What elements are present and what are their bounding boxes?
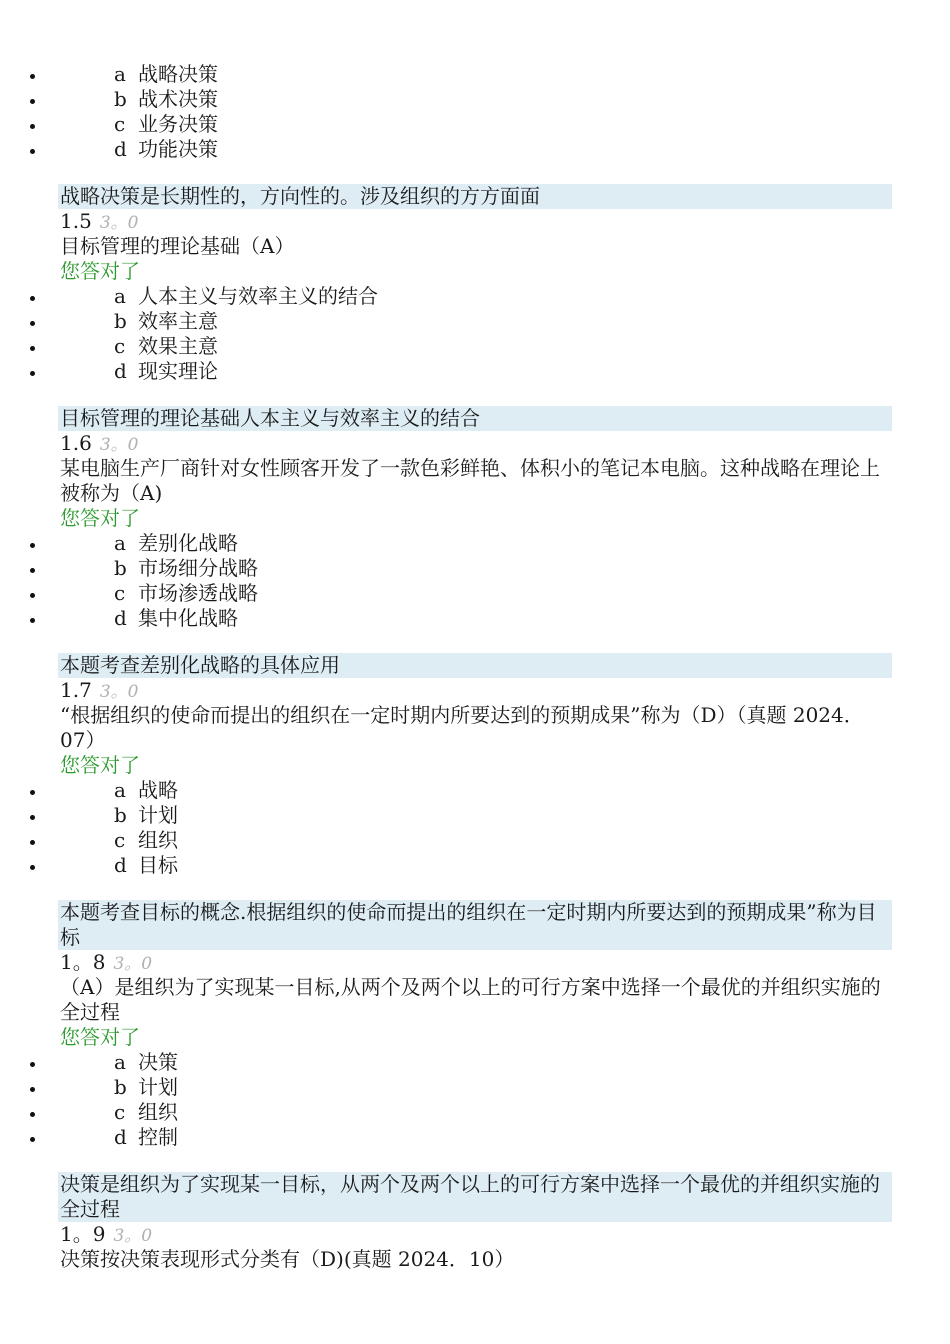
option-letter: a	[114, 778, 126, 802]
option-letter: a	[114, 1050, 126, 1074]
question-header	[60, 431, 950, 456]
option-letter: b	[114, 87, 127, 111]
question-text: “根据组织的使命而提出的组织在一定时期内所要达到的预期成果”称为（D）（真题 2024．07）	[60, 703, 864, 752]
option-text: 计划	[138, 1075, 178, 1099]
option-letter: a	[114, 531, 126, 555]
question-header	[60, 1222, 950, 1247]
option-text: 战略	[138, 778, 178, 802]
question-text: 目标管理的理论基础（A）	[60, 234, 295, 258]
option-text: 差别化战略	[138, 531, 238, 555]
question-score: 3。0	[99, 213, 139, 233]
option-list	[0, 1050, 950, 1150]
question-score: 3。0	[113, 954, 153, 974]
question-number: 1。8	[60, 950, 106, 974]
answer-explanation: 本题考查目标的概念.根据组织的使命而提出的组织在一定时期内所要达到的预期成果”称为目标	[58, 900, 892, 950]
option-letter: c	[114, 112, 126, 136]
option-letter: d	[114, 853, 127, 877]
option-letter: b	[114, 803, 127, 827]
option-item[interactable]	[0, 556, 950, 581]
question-header	[60, 950, 950, 975]
option-text: 市场细分战略	[138, 556, 258, 580]
option-letter: a	[114, 284, 126, 308]
option-letter: d	[114, 606, 127, 630]
answer-explanation: 本题考查差别化战略的具体应用	[58, 653, 892, 678]
option-letter: b	[114, 309, 127, 333]
question-text: 某电脑生产厂商针对女性顾客开发了一款色彩鲜艳、体积小的笔记本电脑。这种战略在理论上被称为（A)	[60, 456, 880, 505]
correct-feedback: 您答对了	[60, 506, 140, 530]
option-letter: d	[114, 1125, 127, 1149]
option-item[interactable]	[0, 87, 950, 112]
correct-feedback: 您答对了	[60, 259, 140, 283]
answer-explanation: 战略决策是长期性的，方向性的。涉及组织的方方面面	[58, 184, 892, 209]
option-item[interactable]	[0, 581, 950, 606]
question-number: 1.5	[60, 209, 92, 233]
option-text: 集中化战略	[138, 606, 238, 630]
question-text: （A）是组织为了实现某一目标,从两个及两个以上的可行方案中选择一个最优的并组织实施的全过程	[60, 975, 881, 1024]
option-item[interactable]	[0, 1050, 950, 1075]
question-text: 决策按决策表现形式分类有（D)(真题 2024．10）	[60, 1247, 515, 1271]
option-text: 决策	[138, 1050, 178, 1074]
option-item[interactable]	[0, 1125, 950, 1150]
option-list	[0, 284, 950, 384]
question-number: 1.7	[60, 678, 92, 702]
option-text: 战略决策	[138, 62, 218, 86]
option-letter: c	[114, 334, 126, 358]
option-item[interactable]	[0, 606, 950, 631]
option-text: 控制	[138, 1125, 178, 1149]
option-list	[0, 62, 950, 162]
question-number: 1。9	[60, 1222, 106, 1246]
option-text: 人本主义与效率主义的结合	[138, 284, 378, 308]
quiz-document	[0, 62, 950, 1272]
option-item[interactable]	[0, 309, 950, 334]
option-item[interactable]	[0, 284, 950, 309]
option-text: 业务决策	[138, 112, 218, 136]
option-letter: a	[114, 62, 126, 86]
option-item[interactable]	[0, 62, 950, 87]
option-text: 组织	[138, 1100, 178, 1124]
option-letter: d	[114, 137, 127, 161]
option-letter: b	[114, 556, 127, 580]
answer-explanation: 目标管理的理论基础人本主义与效率主义的结合	[58, 406, 892, 431]
correct-feedback: 您答对了	[60, 753, 140, 777]
option-item[interactable]	[0, 828, 950, 853]
question-number: 1.6	[60, 431, 92, 455]
option-item[interactable]	[0, 112, 950, 137]
option-letter: c	[114, 1100, 126, 1124]
option-letter: c	[114, 581, 126, 605]
question-header	[60, 209, 950, 234]
option-letter: d	[114, 359, 127, 383]
question-header	[60, 678, 950, 703]
option-text: 功能决策	[138, 137, 218, 161]
option-item[interactable]	[0, 531, 950, 556]
option-letter: c	[114, 828, 126, 852]
option-text: 战术决策	[138, 87, 218, 111]
option-list	[0, 778, 950, 878]
option-item[interactable]	[0, 778, 950, 803]
option-text: 组织	[138, 828, 178, 852]
option-item[interactable]	[0, 137, 950, 162]
option-item[interactable]	[0, 853, 950, 878]
option-item[interactable]	[0, 1100, 950, 1125]
option-text: 效率主意	[138, 309, 218, 333]
question-score: 3。0	[113, 1226, 153, 1246]
option-letter: b	[114, 1075, 127, 1099]
question-score: 3。0	[99, 682, 139, 702]
correct-feedback: 您答对了	[60, 1025, 140, 1049]
option-item[interactable]	[0, 334, 950, 359]
question-score: 3。0	[99, 435, 139, 455]
answer-explanation: 决策是组织为了实现某一目标，从两个及两个以上的可行方案中选择一个最优的并组织实施的全过程	[58, 1172, 892, 1222]
option-list	[0, 531, 950, 631]
option-text: 市场渗透战略	[138, 581, 258, 605]
option-text: 计划	[138, 803, 178, 827]
option-item[interactable]	[0, 803, 950, 828]
option-text: 目标	[138, 853, 178, 877]
option-text: 效果主意	[138, 334, 218, 358]
option-item[interactable]	[0, 359, 950, 384]
option-item[interactable]	[0, 1075, 950, 1100]
option-text: 现实理论	[138, 359, 218, 383]
